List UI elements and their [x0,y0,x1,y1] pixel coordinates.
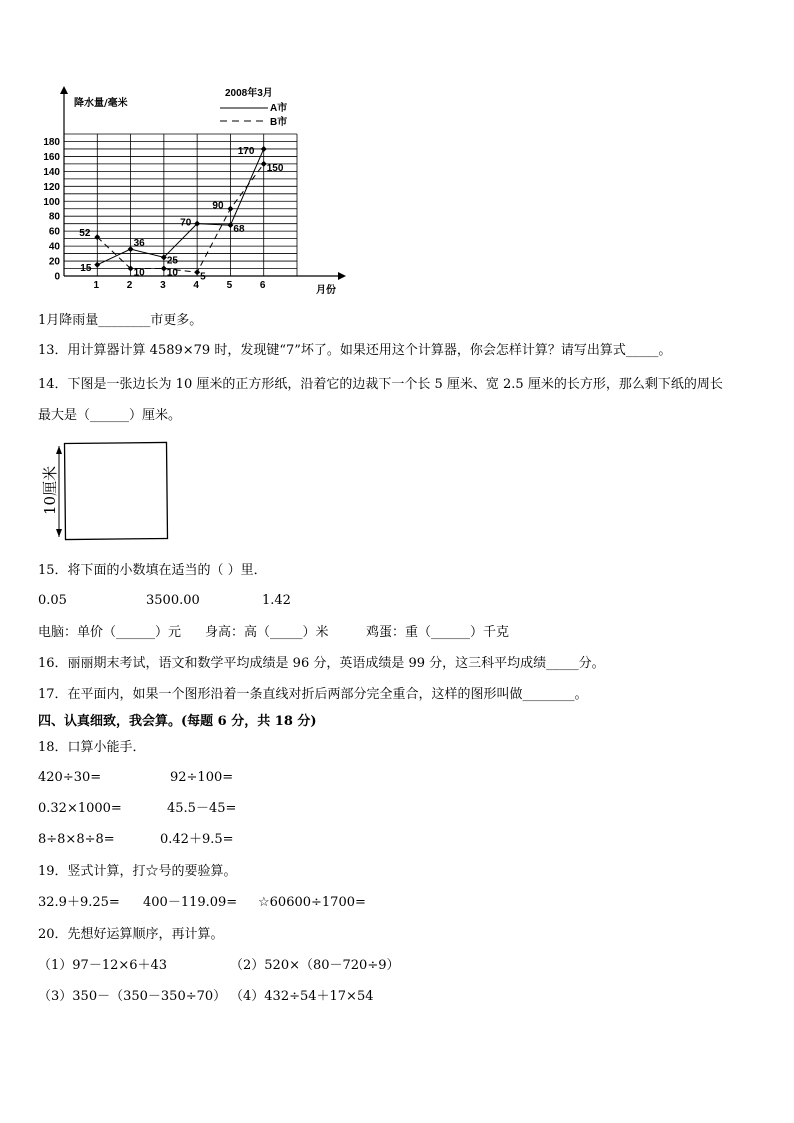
x-tick-label: 2 [126,280,133,291]
x-tick-label: 5 [226,280,233,291]
y-tick-label: 140 [43,166,60,178]
y-axis-title: 降水量/毫米 [74,98,128,109]
q13: 13．用计算器计算 4589×79 时，发现键“7”坏了。如果还用这个计算器，你会怎样计算？请写出算式_____。 [38,343,672,358]
q14-line2: 最大是（______）厘米。 [38,408,182,423]
q16: 16．丽丽期末考试，语文和数学平均成绩是 96 分，英语成绩是 99 分，这三科平均成绩_____分。 [38,656,605,671]
x-tick-label: 4 [193,280,199,291]
q20-item-4: （4）432÷54＋17×54 [230,989,374,1004]
legend-label-a: A市 [270,103,288,114]
q12-tail: 1月降雨量________市更多。 [38,313,203,328]
series-a-data-label: 170 [237,145,255,157]
q18-item-b2: 45.5－45= [167,801,237,816]
q15-blank-computer: 电脑：单价（______）元 [38,625,182,640]
square-shape [65,442,168,539]
q15-blank-egg: 鸡蛋：重（______）千克 [366,625,510,640]
legend-title: 2008年3月 [225,88,273,99]
y-tick-label: 160 [43,151,60,163]
q20-item-2: （2）520×（80－720÷9） [230,958,400,973]
q20: 20．先想好运算顺序，再计算。 [38,927,224,942]
q20-item-3: （3）350－（350－350÷70） [38,989,227,1004]
q15-number-3: 1.42 [262,593,291,608]
q19-item-3: ☆60600÷1700= [258,895,366,910]
square-paper-figure [0,0,794,560]
series-b-data-label: 52 [79,228,91,240]
x-tick-label: 1 [93,280,100,291]
q18: 18．口算小能手． [38,740,146,755]
q18-item-c2: 0.42＋9.5= [160,832,234,847]
q17: 17．在平面内，如果一个图形沿着一条直线对折后两部分完全重合，这样的图形叫做________。 [38,687,588,702]
y-tick-label: 180 [43,136,60,148]
dimension-label: 10厘米 [41,465,59,515]
q20-item-1: （1）97－12×6＋43 [38,958,168,973]
y-tick-label: 120 [43,181,60,193]
q19-item-1: 32.9＋9.25= [38,895,120,910]
series-a-data-label: 70 [180,217,192,229]
series-a-data-label: 68 [233,224,245,236]
series-b-data-label: 90 [212,200,224,212]
arrow-down-icon [56,529,62,537]
q19-item-2: 400－119.09= [143,895,238,910]
q19: 19．竖式计算，打☆号的要验算。 [38,864,237,879]
q14-line1: 14．下图是一张边长为 10 厘米的正方形纸，沿着它的边裁下一个长 5 厘米、宽 2.5 厘米的长方形，那么剩下纸的周长 [38,377,723,392]
x-axis-title: 月份 [316,285,336,296]
y-tick-label: 40 [48,241,60,253]
y-tick-label: 20 [48,256,60,268]
y-tick-label: 60 [48,226,60,238]
arrow-up-icon [56,446,62,454]
series-b-data-label: 10 [133,267,145,279]
y-tick-label: 0 [54,271,60,283]
q15-blank-height: 身高：高（_____）米 [205,625,329,640]
q15-number-2: 3500.00 [146,593,200,608]
x-tick-label: 6 [259,280,266,291]
q18-item-c1: 8÷8×8÷8= [38,832,115,847]
q18-item-a2: 92÷100= [170,770,234,785]
q18-item-b1: 0.32×1000= [38,801,122,816]
y-tick-label: 100 [43,196,60,208]
q18-item-a1: 420÷30= [38,770,102,785]
x-tick-label: 3 [160,280,166,291]
series-a-data-label: 25 [166,255,178,267]
y-tick-label: 80 [48,211,60,223]
q15-number-1: 0.05 [38,593,67,608]
series-b-data-label: 10 [166,267,178,279]
series-b-data-label: 150 [266,162,284,174]
legend-label-b: B市 [270,117,288,128]
series-b-data-label: 5 [200,271,206,283]
section-4-heading: 四、认真细致，我会算。(每题 6 分，共 18 分) [38,714,317,729]
q15: 15．将下面的小数填在适当的（ ）里． [38,563,267,578]
series-a-data-label: 15 [80,262,92,274]
series-a-data-label: 36 [133,238,145,250]
